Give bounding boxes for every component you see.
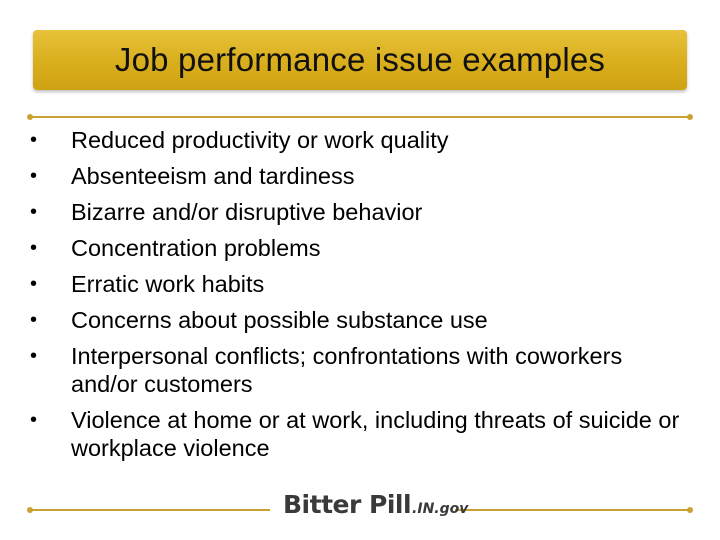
bullet-item: • Absenteeism and tardiness: [30, 163, 355, 189]
top-divider-left-dot: [27, 114, 33, 120]
logo-suffix-text: .IN.gov: [412, 501, 469, 517]
footer-divider-right: [455, 509, 689, 511]
bullet-dot-icon: •: [30, 237, 38, 259]
bullet-dot-icon: •: [30, 129, 38, 151]
bullet-dot-icon: •: [30, 165, 38, 187]
bullet-list: [24, 126, 684, 470]
bullet-dot-icon: •: [30, 409, 38, 431]
bullet-dot-icon: •: [30, 309, 38, 331]
top-divider: [30, 116, 690, 118]
slide-title: Job performance issue examples: [114, 41, 606, 78]
bullet-dot-icon: •: [30, 273, 38, 295]
footer-divider-left-dot: [27, 507, 33, 513]
bullet-item: • Concerns about possible substance use: [30, 307, 488, 333]
bullet-item: • Interpersonal conflicts; confrontations with coworkers and/or customers: [30, 343, 623, 397]
bullet-item: • Bizarre and/or disruptive behavior: [30, 199, 423, 225]
bullet-item: • Erratic work habits: [30, 271, 265, 297]
footer-divider-right-dot: [687, 507, 693, 513]
bullet-item: • Concentration problems: [30, 235, 321, 261]
footer-divider-left: [30, 509, 270, 511]
bullet-dot-icon: •: [30, 201, 38, 223]
top-divider-right-dot: [687, 114, 693, 120]
title-banner: [33, 30, 687, 90]
bullet-item: • Reduced productivity or work quality: [30, 127, 449, 153]
logo-main-text: Bitter Pill: [283, 490, 412, 519]
bullet-item: • Violence at home or at work, including threats of suicide or workplace violence: [30, 407, 680, 461]
bullet-dot-icon: •: [30, 345, 38, 367]
bitter-pill-logo: [283, 490, 468, 526]
